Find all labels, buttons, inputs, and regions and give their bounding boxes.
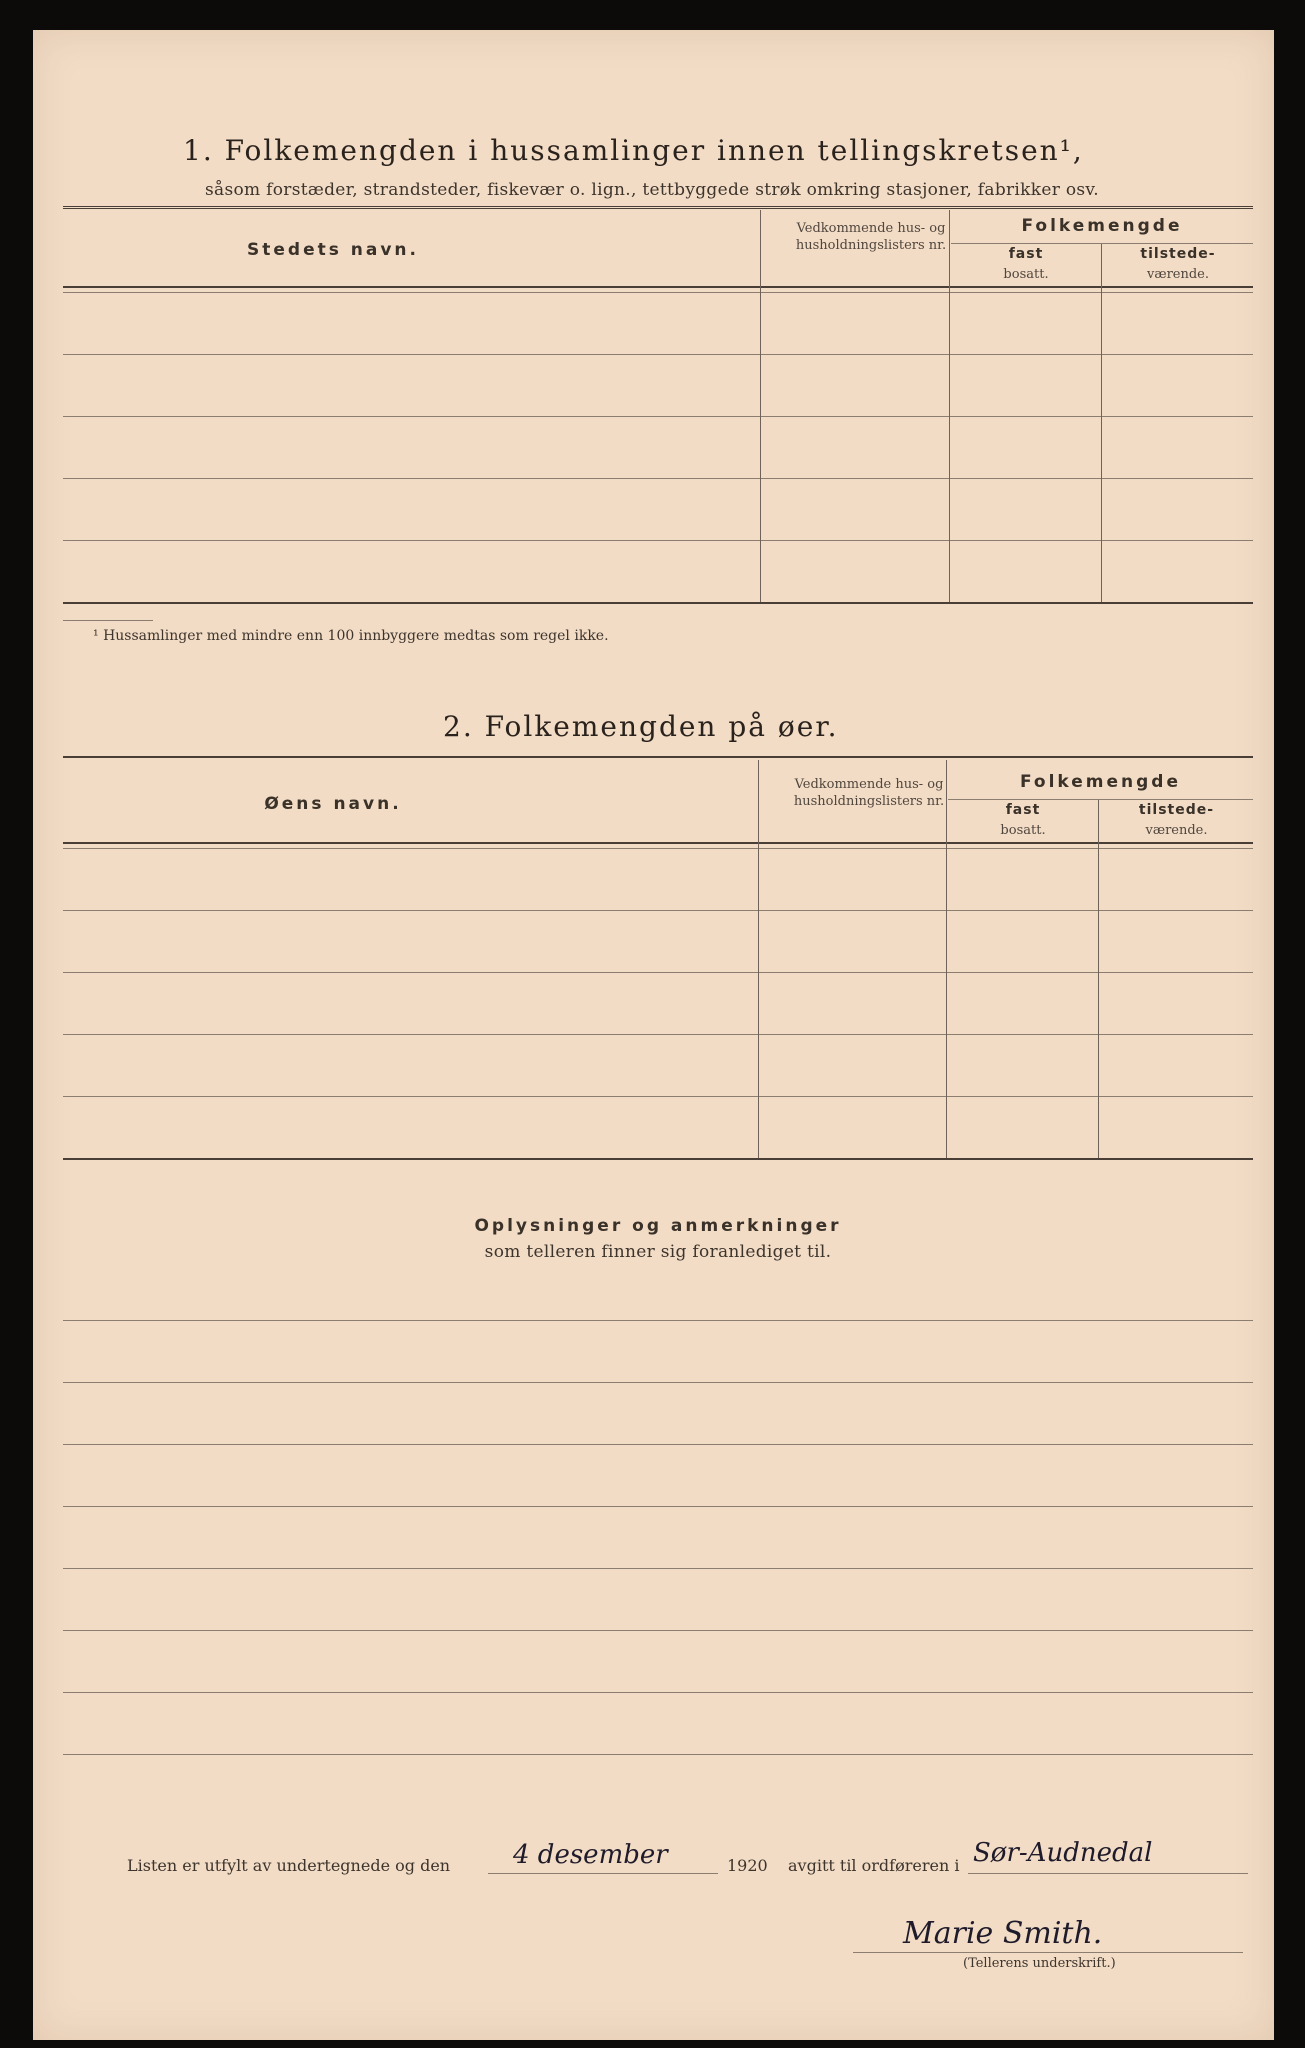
section1-col-tilstede: tilstede- bbox=[1140, 246, 1216, 262]
remarks-title: Oplysninger og anmerkninger bbox=[474, 1216, 842, 1236]
handwritten-date: 4 desember bbox=[513, 1840, 668, 1870]
section2-title: 2. Folkemengden på øer. bbox=[443, 710, 839, 743]
section1-col-divider bbox=[1101, 244, 1102, 602]
section2-row-line bbox=[63, 1034, 1253, 1035]
remarks-line bbox=[63, 1630, 1253, 1631]
section2-col-list: Vedkommende hus- og husholdningslisters nr. bbox=[793, 777, 945, 809]
signature-line bbox=[853, 1952, 1243, 1953]
section1-subtitle: såsom forstæder, strandsteder, fiskevær o. lign., tettbyggede strøk omkring stasjoner, fabrikker osv. bbox=[205, 180, 1100, 200]
signature-year: 1920 bbox=[727, 1856, 768, 1875]
section2-col-divider bbox=[1098, 800, 1099, 1158]
place-line bbox=[968, 1873, 1248, 1874]
section1-col-divider bbox=[760, 210, 761, 602]
section2-col-divider bbox=[758, 760, 759, 1158]
section1-top-rule bbox=[63, 206, 1253, 209]
section1-col-fast: fast bbox=[1008, 246, 1044, 262]
section1-col-vaerende: værende. bbox=[1147, 267, 1209, 282]
section1-header-rule-2 bbox=[63, 292, 1253, 293]
section2-row-line bbox=[63, 910, 1253, 911]
section2-col-pop: Folkemengde bbox=[1019, 772, 1182, 792]
section1-title: 1. Folkemengden i hussamlinger innen tellingskretsen¹, bbox=[183, 134, 1084, 167]
remarks-line bbox=[63, 1320, 1253, 1321]
remarks-line bbox=[63, 1692, 1253, 1693]
section1-col-divider bbox=[949, 210, 950, 602]
remarks-line bbox=[63, 1568, 1253, 1569]
remarks-line bbox=[63, 1506, 1253, 1507]
section2-top-rule bbox=[63, 756, 1253, 758]
footnote-rule bbox=[63, 620, 153, 621]
section1-col-list: Vedkommende hus- og husholdningslisters nr. bbox=[795, 221, 947, 253]
remarks-line bbox=[63, 1382, 1253, 1383]
section1-col-pop: Folkemengde bbox=[1021, 216, 1183, 236]
signature-text-middle: avgitt til ordføreren i bbox=[788, 1856, 960, 1875]
signature-text-before: Listen er utfylt av undertegnede og den bbox=[127, 1856, 451, 1875]
handwritten-signature: Marie Smith. bbox=[903, 1916, 1103, 1951]
section1-row-line bbox=[63, 354, 1253, 355]
remarks-line bbox=[63, 1754, 1253, 1755]
section2-col-divider bbox=[946, 760, 947, 1158]
section1-pop-subrule bbox=[951, 243, 1253, 244]
section2-bottom-rule bbox=[63, 1158, 1253, 1160]
section1-header-rule bbox=[63, 286, 1253, 288]
section2-header-rule-2 bbox=[63, 848, 1253, 849]
section2-header-rule bbox=[63, 842, 1253, 844]
section1-row-line bbox=[63, 478, 1253, 479]
section2-col-fast: fast bbox=[1005, 802, 1041, 818]
remarks-subtitle: som telleren finner sig foranlediget til. bbox=[484, 1242, 832, 1262]
census-form-page bbox=[33, 30, 1274, 2040]
section1-row-line bbox=[63, 540, 1253, 541]
section1-bottom-rule bbox=[63, 602, 1253, 604]
handwritten-place: Sør-Audnedal bbox=[973, 1838, 1153, 1868]
section2-col-vaerende: værende. bbox=[1145, 823, 1208, 838]
section2-pop-subrule bbox=[948, 799, 1253, 800]
section1-col-name: Stedets navn. bbox=[247, 240, 419, 260]
section2-row-line bbox=[63, 1096, 1253, 1097]
signature-caption: (Tellerens underskrift.) bbox=[963, 1956, 1116, 1971]
section1-footnote: ¹ Hussamlinger med mindre enn 100 innbyggere medtas som regel ikke. bbox=[93, 628, 609, 644]
section2-col-bosatt: bosatt. bbox=[1000, 823, 1046, 838]
remarks-line bbox=[63, 1444, 1253, 1445]
section2-col-tilstede: tilstede- bbox=[1138, 802, 1215, 818]
date-line bbox=[488, 1873, 718, 1874]
section2-col-name: Øens navn. bbox=[264, 794, 402, 814]
section1-col-bosatt: bosatt. bbox=[1003, 267, 1049, 282]
section1-row-line bbox=[63, 416, 1253, 417]
section2-row-line bbox=[63, 972, 1253, 973]
